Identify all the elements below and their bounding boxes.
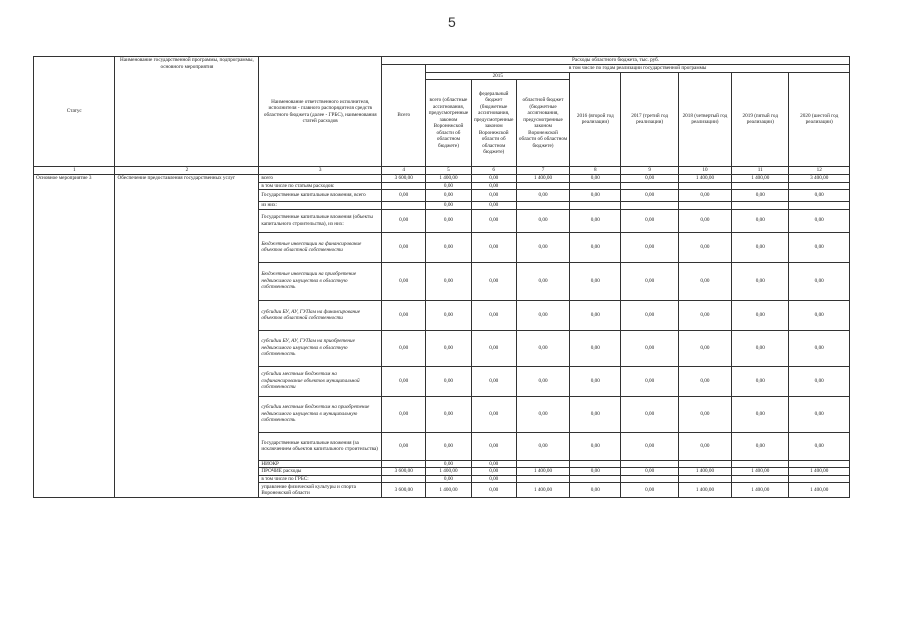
amount-cell: 1 400,00 bbox=[516, 175, 569, 183]
amount-cell: 0,00 bbox=[471, 460, 516, 468]
expense-item-label: субсидии БУ, АУ, ГУПам на приобретение недвижимого имущества в областную собственность bbox=[259, 330, 382, 366]
expense-item-label: из них: bbox=[259, 202, 382, 210]
header-2020: 2020 (шестой год реализации) bbox=[789, 72, 850, 167]
amount-cell: 0,00 bbox=[426, 432, 471, 460]
table-body bbox=[34, 175, 850, 498]
amount-cell: 0,00 bbox=[570, 300, 621, 330]
amount-cell bbox=[382, 475, 426, 483]
amount-cell: 0,00 bbox=[789, 190, 850, 202]
expense-item-label: субсидии БУ, АУ, ГУПам на финансирование объектов областной собственности bbox=[259, 300, 382, 330]
amount-cell: 0,00 bbox=[621, 175, 678, 183]
amount-cell: 0,00 bbox=[426, 460, 471, 468]
amount-cell: 0,00 bbox=[789, 262, 850, 300]
amount-cell bbox=[621, 202, 678, 210]
amount-cell: 1 400,00 bbox=[516, 483, 569, 498]
amount-cell: 1 400,00 bbox=[678, 468, 731, 476]
amount-cell: 0,00 bbox=[621, 190, 678, 202]
amount-cell: 0,00 bbox=[789, 300, 850, 330]
amount-cell bbox=[570, 475, 621, 483]
column-numbers-row bbox=[34, 167, 850, 175]
amount-cell: 0,00 bbox=[570, 232, 621, 262]
amount-cell: 0,00 bbox=[382, 262, 426, 300]
expense-item-label: Государственные капитальные вложения (объекты капитального строительства), из них: bbox=[259, 209, 382, 232]
amount-cell: 0,00 bbox=[426, 262, 471, 300]
amount-cell: 3 600,00 bbox=[382, 175, 426, 183]
expense-item-label: Бюджетные инвестиции на приобретение недвижимого имущества в областную собственность bbox=[259, 262, 382, 300]
amount-cell bbox=[570, 460, 621, 468]
amount-cell: 0,00 bbox=[382, 330, 426, 366]
table-row bbox=[34, 175, 850, 183]
expense-item-label: управление физической культуры и спорта Воронежской области bbox=[259, 483, 382, 498]
amount-cell: 0,00 bbox=[678, 209, 731, 232]
amount-cell: 0,00 bbox=[471, 232, 516, 262]
column-number: 5 bbox=[426, 167, 471, 175]
amount-cell: 0,00 bbox=[471, 468, 516, 476]
amount-cell: 0,00 bbox=[732, 432, 789, 460]
amount-cell: 0,00 bbox=[426, 209, 471, 232]
amount-cell: 3 600,00 bbox=[382, 483, 426, 498]
amount-cell bbox=[382, 182, 426, 190]
column-number: 10 bbox=[678, 167, 731, 175]
column-number: 7 bbox=[516, 167, 569, 175]
expense-item-label: всего bbox=[259, 175, 382, 183]
amount-cell: 0,00 bbox=[570, 468, 621, 476]
amount-cell: 0,00 bbox=[426, 330, 471, 366]
amount-cell: 0,00 bbox=[678, 366, 731, 396]
amount-cell: 0,00 bbox=[516, 300, 569, 330]
amount-cell: 0,00 bbox=[621, 432, 678, 460]
amount-cell bbox=[570, 202, 621, 210]
header-2017: 2017 (третий год реализации) bbox=[621, 72, 678, 167]
amount-cell bbox=[621, 182, 678, 190]
amount-cell: 0,00 bbox=[471, 475, 516, 483]
amount-cell bbox=[678, 460, 731, 468]
amount-cell: 0,00 bbox=[382, 190, 426, 202]
amount-cell: 0,00 bbox=[426, 202, 471, 210]
amount-cell: 0,00 bbox=[570, 396, 621, 432]
page-number: 5 bbox=[448, 14, 456, 30]
expense-item-label: субсидии местным бюджетам на софинансирование объектов муниципальной собственности bbox=[259, 366, 382, 396]
header-expenses: Расходы областного бюджета, тыс. руб. bbox=[382, 57, 850, 65]
amount-cell: 0,00 bbox=[471, 366, 516, 396]
amount-cell bbox=[382, 460, 426, 468]
amount-cell: 1 400,00 bbox=[426, 483, 471, 498]
expense-item-label: в том числе по ГРБС: bbox=[259, 475, 382, 483]
amount-cell: 0,00 bbox=[570, 262, 621, 300]
amount-cell: 0,00 bbox=[382, 300, 426, 330]
amount-cell: 0,00 bbox=[471, 483, 516, 498]
amount-cell: 0,00 bbox=[426, 232, 471, 262]
amount-cell: 0,00 bbox=[471, 262, 516, 300]
amount-cell: 0,00 bbox=[621, 366, 678, 396]
amount-cell: 0,00 bbox=[678, 262, 731, 300]
amount-cell: 0,00 bbox=[732, 330, 789, 366]
header-2015-regional: областной бюджет (бюджетные ассигнования, предусмотренные законом Воронежской области об областном бюджете) bbox=[516, 80, 569, 167]
amount-cell: 0,00 bbox=[732, 190, 789, 202]
amount-cell: 0,00 bbox=[382, 366, 426, 396]
amount-cell: 0,00 bbox=[570, 190, 621, 202]
status-cell: Основное мероприятие 3 bbox=[34, 175, 115, 498]
column-number: 2 bbox=[115, 167, 259, 175]
amount-cell bbox=[732, 202, 789, 210]
amount-cell: 0,00 bbox=[678, 396, 731, 432]
amount-cell: 0,00 bbox=[732, 396, 789, 432]
column-number: 8 bbox=[570, 167, 621, 175]
amount-cell: 0,00 bbox=[570, 366, 621, 396]
amount-cell: 0,00 bbox=[382, 232, 426, 262]
amount-cell: 0,00 bbox=[789, 432, 850, 460]
header-2015-total: всего (областные ассигнования, предусмотренные законом Воронежской области об областном бюджете) bbox=[426, 80, 471, 167]
measure-name-cell: Обеспечение предоставления государственных услуг bbox=[115, 175, 259, 498]
amount-cell bbox=[732, 182, 789, 190]
amount-cell: 0,00 bbox=[516, 366, 569, 396]
expense-item-label: субсидии местным бюджетам на приобретение недвижимого имущества в муниципальную собственность bbox=[259, 396, 382, 432]
column-number: 11 bbox=[732, 167, 789, 175]
column-number: 9 bbox=[621, 167, 678, 175]
amount-cell: 1 400,00 bbox=[789, 483, 850, 498]
amount-cell: 0,00 bbox=[516, 190, 569, 202]
amount-cell: 0,00 bbox=[426, 475, 471, 483]
amount-cell: 0,00 bbox=[678, 232, 731, 262]
amount-cell: 3 400,00 bbox=[789, 175, 850, 183]
amount-cell: 1 400,00 bbox=[678, 175, 731, 183]
amount-cell: 0,00 bbox=[516, 232, 569, 262]
amount-cell: 1 400,00 bbox=[426, 468, 471, 476]
amount-cell: 0,00 bbox=[426, 182, 471, 190]
amount-cell: 0,00 bbox=[621, 300, 678, 330]
header-status: Статус bbox=[34, 57, 115, 167]
amount-cell: 0,00 bbox=[789, 396, 850, 432]
amount-cell: 0,00 bbox=[789, 366, 850, 396]
amount-cell: 1 400,00 bbox=[732, 468, 789, 476]
amount-cell: 0,00 bbox=[426, 190, 471, 202]
amount-cell bbox=[570, 182, 621, 190]
amount-cell: 0,00 bbox=[732, 209, 789, 232]
expense-item-label: в том числе по статьям расходов: bbox=[259, 182, 382, 190]
column-number: 12 bbox=[789, 167, 850, 175]
amount-cell: 0,00 bbox=[570, 209, 621, 232]
amount-cell: 0,00 bbox=[471, 432, 516, 460]
amount-cell: 0,00 bbox=[570, 483, 621, 498]
amount-cell bbox=[621, 460, 678, 468]
header-2018: 2018 (четвертый год реализации) bbox=[678, 72, 731, 167]
table-header bbox=[34, 57, 850, 175]
expense-item-label: Бюджетные инвестиции на финансирование объектов областной собственности bbox=[259, 232, 382, 262]
amount-cell: 0,00 bbox=[570, 432, 621, 460]
amount-cell: 0,00 bbox=[678, 190, 731, 202]
amount-cell: 0,00 bbox=[678, 432, 731, 460]
amount-cell: 0,00 bbox=[678, 300, 731, 330]
column-number: 3 bbox=[259, 167, 382, 175]
amount-cell: 0,00 bbox=[570, 330, 621, 366]
amount-cell bbox=[516, 460, 569, 468]
amount-cell: 0,00 bbox=[382, 432, 426, 460]
amount-cell: 0,00 bbox=[471, 330, 516, 366]
amount-cell: 0,00 bbox=[516, 432, 569, 460]
expense-item-label: ПРОЧИЕ расходы bbox=[259, 468, 382, 476]
amount-cell: 0,00 bbox=[621, 232, 678, 262]
column-number: 4 bbox=[382, 167, 426, 175]
amount-cell: 0,00 bbox=[426, 396, 471, 432]
amount-cell bbox=[789, 202, 850, 210]
amount-cell bbox=[678, 475, 731, 483]
amount-cell: 1 400,00 bbox=[789, 468, 850, 476]
expense-item-label: НИОКР bbox=[259, 460, 382, 468]
amount-cell: 0,00 bbox=[621, 330, 678, 366]
amount-cell bbox=[732, 460, 789, 468]
amount-cell: 0,00 bbox=[621, 262, 678, 300]
expense-item-label: Государственные капитальные вложения, всего bbox=[259, 190, 382, 202]
amount-cell: 3 600,00 bbox=[382, 468, 426, 476]
amount-cell: 0,00 bbox=[732, 366, 789, 396]
amount-cell: 0,00 bbox=[789, 209, 850, 232]
amount-cell: 0,00 bbox=[570, 175, 621, 183]
column-number: 1 bbox=[34, 167, 115, 175]
amount-cell bbox=[516, 182, 569, 190]
amount-cell: 0,00 bbox=[678, 330, 731, 366]
amount-cell: 0,00 bbox=[516, 396, 569, 432]
header-2015-federal: федеральный бюджет (бюджетные ассигнования, предусмотренные законом Воронежской области об областном бюджете) bbox=[471, 80, 516, 167]
amount-cell: 0,00 bbox=[516, 262, 569, 300]
header-year-2015: 2015 bbox=[426, 72, 570, 80]
amount-cell: 0,00 bbox=[471, 202, 516, 210]
column-number: 6 bbox=[471, 167, 516, 175]
amount-cell bbox=[789, 182, 850, 190]
amount-cell bbox=[678, 202, 731, 210]
amount-cell: 0,00 bbox=[382, 209, 426, 232]
amount-cell bbox=[621, 475, 678, 483]
amount-cell: 0,00 bbox=[471, 182, 516, 190]
amount-cell: 0,00 bbox=[426, 366, 471, 396]
amount-cell: 0,00 bbox=[471, 190, 516, 202]
amount-cell: 0,00 bbox=[789, 330, 850, 366]
amount-cell: 1 400,00 bbox=[516, 468, 569, 476]
amount-cell: 0,00 bbox=[732, 232, 789, 262]
amount-cell: 0,00 bbox=[426, 300, 471, 330]
amount-cell: 0,00 bbox=[621, 209, 678, 232]
header-total: Всего bbox=[382, 65, 426, 167]
amount-cell: 0,00 bbox=[621, 468, 678, 476]
amount-cell: 1 400,00 bbox=[678, 483, 731, 498]
amount-cell: 0,00 bbox=[471, 300, 516, 330]
amount-cell bbox=[382, 202, 426, 210]
amount-cell: 1 400,00 bbox=[426, 175, 471, 183]
amount-cell: 0,00 bbox=[621, 396, 678, 432]
amount-cell: 0,00 bbox=[732, 262, 789, 300]
header-2016: 2016 (второй год реализации) bbox=[570, 72, 621, 167]
amount-cell: 1 400,00 bbox=[732, 175, 789, 183]
amount-cell: 0,00 bbox=[621, 483, 678, 498]
header-2019: 2019 (пятый год реализации) bbox=[732, 72, 789, 167]
header-name: Наименование государственной программы, подпрограммы, основного мероприятия bbox=[115, 57, 259, 167]
expense-item-label: Государственные капитальные вложения (за исключением объектов капитального строительства) bbox=[259, 432, 382, 460]
amount-cell: 0,00 bbox=[789, 232, 850, 262]
budget-table bbox=[33, 56, 850, 498]
header-by-years: в том числе по годам реализации государственной программы bbox=[426, 65, 850, 73]
amount-cell: 0,00 bbox=[471, 175, 516, 183]
amount-cell: 0,00 bbox=[516, 209, 569, 232]
amount-cell bbox=[732, 475, 789, 483]
amount-cell bbox=[789, 475, 850, 483]
amount-cell: 0,00 bbox=[471, 396, 516, 432]
amount-cell: 1 400,00 bbox=[732, 483, 789, 498]
amount-cell bbox=[678, 182, 731, 190]
amount-cell: 0,00 bbox=[471, 209, 516, 232]
amount-cell bbox=[789, 460, 850, 468]
amount-cell: 0,00 bbox=[516, 330, 569, 366]
header-executor: Наименование ответственного исполнителя, исполнителя - главного распорядителя средств областного бюджета (далее - ГРБС), наименования статей расходов bbox=[259, 57, 382, 167]
amount-cell: 0,00 bbox=[382, 396, 426, 432]
amount-cell: 0,00 bbox=[732, 300, 789, 330]
amount-cell bbox=[516, 475, 569, 483]
amount-cell bbox=[516, 202, 569, 210]
